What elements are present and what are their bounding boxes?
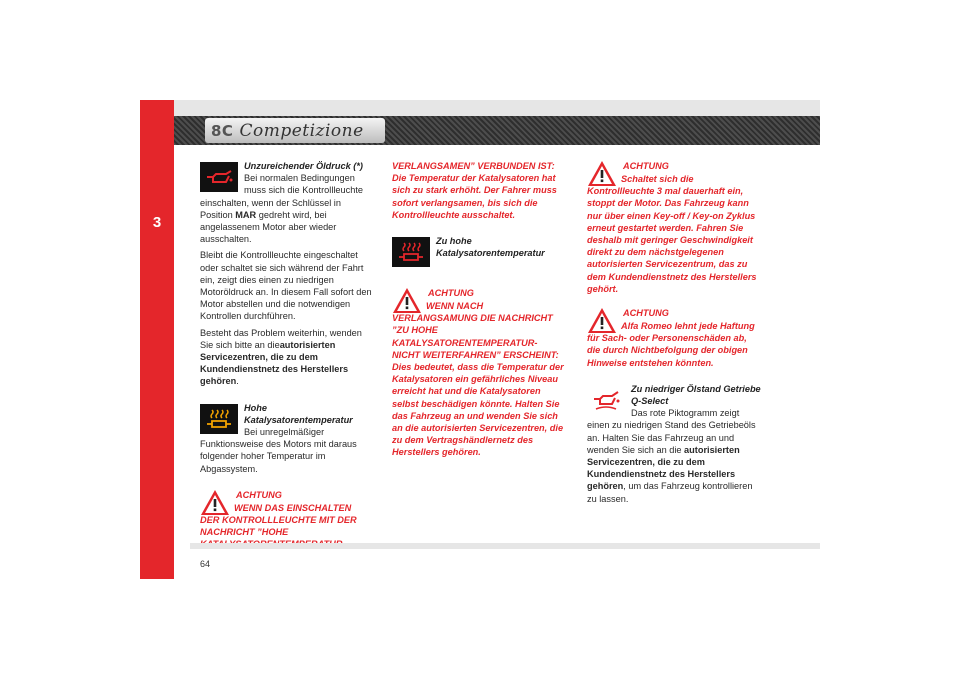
warning-text-2: WENN NACH VERLANGSAMUNG DIE NACHRICHT ”ZU HOHE KATALYSATORENTEMPERATUR- NICHT WEITERFAHREN” ERSCHEINT: Dies bedeutet, dass die Temperatur der Katalysatoren ein gefährliches Niveau erreicht hat und die Katalysatoren selbst beschädigen könnte. Halten Sie das Fahrzeug an und wenden Sie sich an die autorisierten Servicezentren, die zu dem Vertragshändlernetz des Herstellers gehören.: [392, 301, 564, 458]
column-2: [392, 160, 567, 459]
oil-pressure-icon: [200, 162, 238, 192]
gearbox-paragraph: [587, 407, 762, 505]
footer-line: [190, 543, 820, 549]
chapter-sidebar: [140, 100, 174, 579]
warning-triangle-icon: [392, 287, 422, 314]
top-bar: [174, 100, 820, 116]
catalyst-high-title: Zu hohe Katalysatorentemperatur: [436, 236, 545, 259]
warning-triangle-icon: [587, 307, 617, 334]
gearbox-oil-icon: [587, 385, 625, 415]
oil-p3-text-a: Besteht das Problem weiterhin, wenden Sie sich bitte an die: [200, 327, 362, 350]
warning-continuation: VERLANGSAMEN” VERBUNDEN IST: Die Temperatur der Katalysatoren hat sich zu stark erhöht. Der Fahrer muss sofort verlangsamen, bis sich die Kontrollleuchte ausschaltet.: [392, 161, 557, 220]
catalyst-text: Bei unregelmäßiger Funktionsweise des Motors mit daraus folgender hoher Temperatur im Abgassystem.: [200, 427, 357, 474]
gear-text-b: , um das Fahrzeug kontrollieren zu lassen.: [587, 481, 753, 504]
gear-bold: autorisierten Servicezentren, die zu dem Kundendienstnetz des Herstellers gehören: [587, 444, 740, 492]
logo-badge: 8C: [211, 121, 234, 140]
column-1: [200, 160, 372, 551]
page-number: 64: [200, 559, 211, 569]
column-3: [587, 160, 762, 509]
catalyst-high-temp-icon: [392, 237, 430, 267]
brand-logo: [205, 118, 385, 143]
warning-heading: ACHTUNG: [236, 489, 282, 500]
gearbox-title: Zu niedriger Ölstand Getriebe Q-Select: [631, 383, 761, 407]
warning-text-1: WENN DAS EINSCHALTEN DER KONTROLLLEUCHTE MIT DER NACHRICHT ”HOHE: [200, 502, 357, 538]
oil-paragraph-2: Bleibt die Kontrollleuchte eingeschaltet oder schaltet sie sich während der Fahrt ein, zeigt dies einen zu niedrigen Motoröldruck an. In diesem Fall sofort den Motor abstellen und die notwendigen Kontrollen durchführen.: [200, 250, 372, 322]
gear-text-a: Das rote Piktogramm zeigt einen zu niedrigen Stand des Getriebeöls an. Halten Sie das Fahrzeug an und wenden Sie sich an die: [587, 408, 756, 455]
oil-p1-text-b: gedreht wird, bei angelassenem Motor aber wieder ausschalten.: [200, 209, 337, 245]
oil-p1-text-a: Bei normalen Bedingungen muss sich die Kontrollleuchte einschalten, wenn der Schlüssel in Position: [200, 173, 363, 220]
warning-text-3: Schaltet sich die Kontrollleuchte 3 mal dauerhaft ein, stoppt der Motor. Das Fahrzeug kann nur über einen Key-off / Key-on Zyklus erneut gestartet werden. Fahren Sie deshalb mit geringer Geschwindigkeit direkt zu dem nächstgelegenen autorisierten Servicezentrum, das zu dem Kundendienstnetz des Herstellers gehört.: [587, 174, 757, 294]
catalyst-temp-icon: [200, 404, 238, 434]
warning-triangle-icon: [200, 489, 230, 516]
oil-p1-bold: MAR: [235, 209, 257, 220]
warning-heading: ACHTUNG: [623, 308, 669, 319]
warning-text-4: Alfa Romeo lehnt jede Haftung für Sach- oder Personenschäden ab, die durch Nichtbefolgung der obigen Hinweise entstehen könnten.: [587, 321, 755, 368]
warning-triangle-icon: [587, 160, 617, 187]
chapter-number: 3: [152, 214, 162, 231]
warning-heading: ACHTUNG: [623, 161, 669, 171]
warning-heading: ACHTUNG: [428, 288, 474, 299]
oil-p3-bold: autorisierten Servicezentren, die zu dem Kundendienstnetz des Herstellers gehören: [200, 339, 349, 387]
catalyst-title: Hohe Katalysatorentemperatur: [244, 402, 353, 425]
oil-paragraph-3: [200, 327, 372, 388]
oil-p3-text-b: .: [236, 376, 239, 387]
logo-text: Competizione: [239, 120, 364, 141]
oil-title: Unzureichender Öldruck (*): [244, 161, 363, 171]
